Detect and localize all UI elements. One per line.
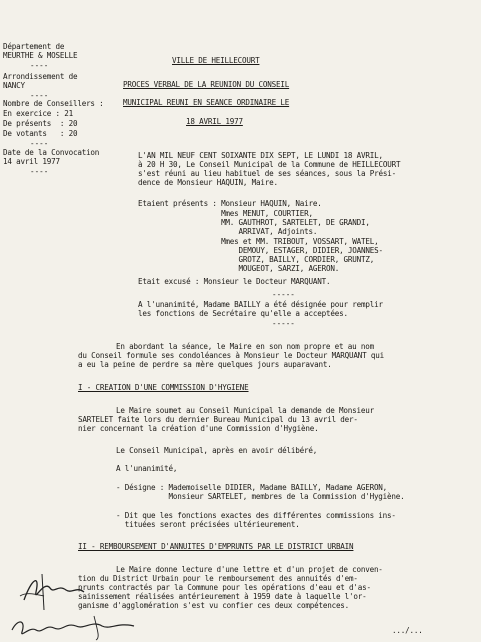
page-continuation: .../... bbox=[392, 626, 423, 635]
presents-line: Etaient présents : Monsieur HAQUIN, Naire. bbox=[138, 199, 322, 208]
presents-line: MOUGEOT, SARZI, AGERON. bbox=[138, 264, 340, 273]
excuse-line: Etait excusé : Monsieur le Docteur MARQUANT. bbox=[138, 277, 331, 286]
arr-label: Arrondissement de bbox=[3, 72, 78, 81]
deliberation-line: Le Conseil Municipal, après en avoir délibéré, bbox=[116, 446, 318, 455]
intro-line: dence de Monsieur HAQUIN, Maire. bbox=[138, 178, 278, 187]
separator: ----- bbox=[272, 290, 295, 299]
section-para-line: SARTELET faite lors du dernier Bureau Municipal du 13 avril der- bbox=[78, 415, 358, 424]
section-para-line: Le Maire soumet au Conseil Municipal la demande de Monsieur bbox=[116, 406, 374, 415]
ville-title: VILLE DE HEILLECOURT bbox=[172, 56, 260, 65]
presents-line: Mmes et MM. TRIBOUT, VOSSART, WATEL, bbox=[138, 237, 379, 246]
dit-line: - Dit que les fonctions exactes des différentes commissions ins- bbox=[116, 511, 396, 520]
separator: ---- bbox=[30, 91, 49, 100]
separator: ---- bbox=[30, 61, 49, 70]
dept-name: MEURTHE & MOSELLE bbox=[3, 51, 78, 60]
dept-label: Département de bbox=[3, 42, 65, 51]
signature-image bbox=[6, 612, 146, 642]
date-value: 14 avril 1977 bbox=[3, 157, 60, 166]
presents-line: GROTZ, BAILLY, CORDIER, GRUNTZ, bbox=[138, 255, 375, 264]
de-votants: De votants : 20 bbox=[3, 129, 78, 138]
unanimite-label: A l'unanimité, bbox=[116, 464, 178, 473]
presents-line: ARRIVAT, Adjoints. bbox=[138, 227, 318, 236]
section-para-line: nier concernant la création d'une Commission d'Hygiène. bbox=[78, 424, 319, 433]
intro-line: s'est réuni au lieu habituel de ses séances, sous la Prési- bbox=[138, 169, 396, 178]
presents-line: Mmes MENUT, COURTIER, bbox=[138, 209, 313, 218]
de-presents: De présents : 20 bbox=[3, 119, 78, 128]
unanimite-line: A l'unanimité, Madame BAILLY a été désignée pour remplir bbox=[138, 300, 383, 309]
section-para-line: prunts contractés par la Commune pour les opérations d'eau et d'as- bbox=[78, 583, 371, 592]
proces-verbal-line1: PROCES VERBAL DE LA REUNION DU CONSEIL bbox=[123, 80, 290, 89]
intro-line: à 20 H 30, Le Conseil Municipal de la Commune de HEILLECOURT bbox=[138, 160, 401, 169]
intro-line: L'AN MIL NEUF CENT SOIXANTE DIX SEPT, LE LUNDI 18 AVRIL, bbox=[138, 151, 383, 160]
en-exercice: En exercice : 21 bbox=[3, 109, 73, 118]
designe-line: Monsieur SARTELET, membres de la Commission d'Hygiène. bbox=[116, 492, 405, 501]
designe-line: - Désigne : Mademoiselle DIDIER, Madame BAILLY, Madame AGERON, bbox=[116, 483, 388, 492]
nb-conseillers: Nombre de Conseillers : bbox=[3, 99, 104, 108]
date-label: Date de la Convocation bbox=[3, 148, 100, 157]
section-heading: I - CREATION D'UNE COMMISSION D'HYGIENE bbox=[78, 383, 249, 392]
unanimite-line: les fonctions de Secrétaire qu'elle a acceptées. bbox=[138, 309, 348, 318]
presents-line: MM. GAUTHROT, SARTELET, DE GRANDI, bbox=[138, 218, 370, 227]
condoleances-line: a eu la peine de perdre sa mère quelques jours auparavant. bbox=[78, 360, 332, 369]
section-para-line: ganisme d'agglomération s'est vu confier ces deux compétences. bbox=[78, 601, 350, 610]
separator: ---- bbox=[30, 167, 49, 176]
proces-verbal-line2: MUNICIPAL REUNI EN SEANCE ORDINAIRE LE bbox=[123, 98, 290, 107]
dit-line: tituées seront précisées ultérieurement. bbox=[116, 520, 300, 529]
separator: ---- bbox=[30, 139, 49, 148]
arr-name: NANCY bbox=[3, 81, 25, 90]
section-heading: II - REMBOURSEMENT D'ANNUITES D'EMPRUNTS PAR LE DISTRICT URBAIN bbox=[78, 542, 354, 551]
signature-image bbox=[14, 570, 114, 615]
seance-date: 18 AVRIL 1977 bbox=[186, 117, 243, 126]
section-para-line: sainissement réalisées antérieurement à 1959 date à laquelle l'or- bbox=[78, 592, 367, 601]
separator: ----- bbox=[272, 319, 295, 328]
section-para-line: tion du District Urbain pour le remboursement des annuités d'em- bbox=[78, 574, 358, 583]
presents-line: DEMOUY, ESTAGER, DIDIER, JOANNES- bbox=[138, 246, 383, 255]
condoleances-line: du Conseil formule ses condoléances à Monsieur le Docteur MARQUANT qui bbox=[78, 351, 385, 360]
section-para-line: Le Maire donne lecture d'une lettre et d'un projet de conven- bbox=[116, 565, 383, 574]
condoleances-line: En abordant la séance, le Maire en son nom propre et au nom bbox=[116, 342, 374, 351]
